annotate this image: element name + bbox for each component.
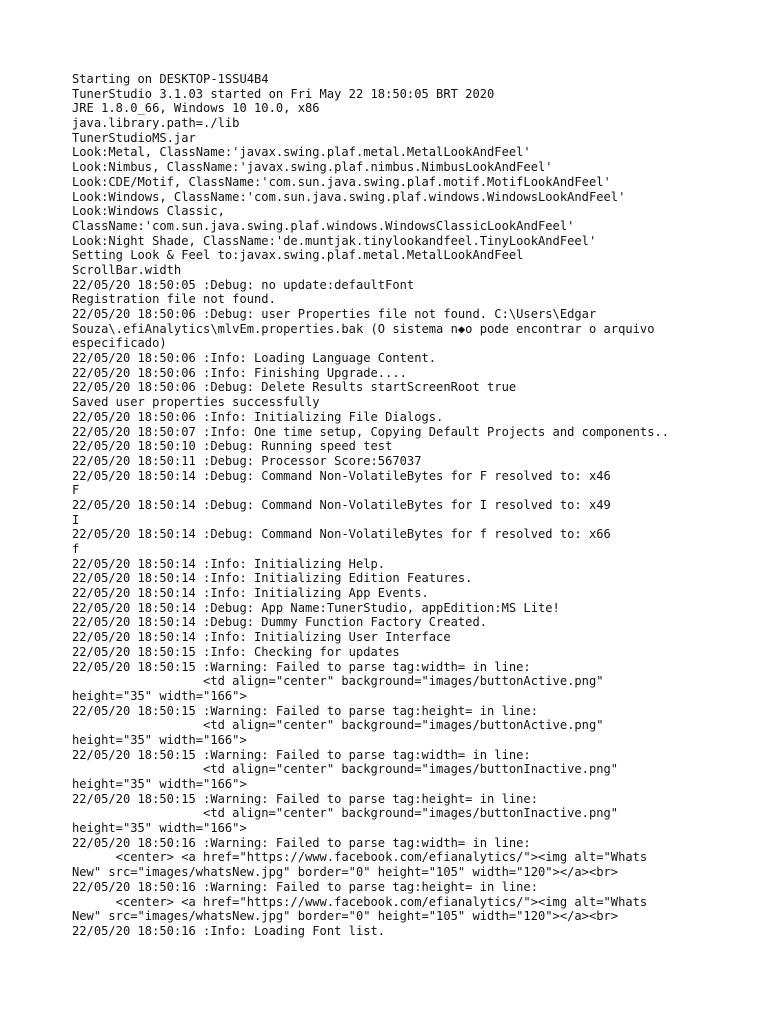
log-line: 22/05/20 18:50:06 :Debug: user Properties file not found. C:\Users\Edgar <box>72 307 597 321</box>
log-line: 22/05/20 18:50:14 :Info: Initializing Help. <box>72 556 386 571</box>
log-line: 22/05/20 18:50:11 :Debug: Processor Score:567037 <box>72 453 422 468</box>
log-line: especificado) <box>72 336 167 351</box>
log-line: height="35" width="166"> <box>72 821 247 836</box>
log-line: Starting on DESKTOP-1SSU4B4 <box>72 72 269 86</box>
log-line: I <box>72 512 80 527</box>
log-line: 22/05/20 18:50:14 :Info: Initializing App Events. <box>72 586 429 601</box>
log-line: New" src="images/whatsNew.jpg" border="0" height="105" width="120"></a><br> <box>72 909 619 924</box>
log-line: 22/05/20 18:50:06 :Info: Loading Language Content. <box>72 351 437 366</box>
log-line: 22/05/20 18:50:07 :Info: One time setup, Copying Default Projects and components.. <box>72 424 670 439</box>
log-line: 22/05/20 18:50:14 :Debug: App Name:TunerStudio, appEdition:MS Lite! <box>72 600 560 615</box>
log-line: java.library.path=./lib <box>72 116 240 131</box>
log-line: 22/05/20 18:50:05 :Debug: no update:defaultFont <box>72 277 415 292</box>
log-line: 22/05/20 18:50:15 :Warning: Failed to parse tag:height= in line: <box>72 703 538 718</box>
log-line: Look:Windows, ClassName:'com.sun.java.swing.plaf.windows.WindowsLookAndFeel' <box>72 189 626 204</box>
log-line: 22/05/20 18:50:14 :Info: Initializing User Interface <box>72 630 451 645</box>
log-line: F <box>72 483 80 498</box>
log-line: <td align="center" background="images/buttonInactive.png" <box>72 806 619 821</box>
log-line: 22/05/20 18:50:14 :Info: Initializing Edition Features. <box>72 571 473 586</box>
log-line: Setting Look & Feel to:javax.swing.plaf.metal.MetalLookAndFeel <box>72 248 524 263</box>
log-line: New" src="images/whatsNew.jpg" border="0" height="105" width="120"></a><br> <box>72 865 619 880</box>
log-line: Look:Windows Classic, <box>72 204 225 219</box>
log-line: TunerStudio 3.1.03 started on Fri May 22 18:50:05 BRT 2020 <box>72 86 495 101</box>
log-line: <td align="center" background="images/buttonInactive.png" <box>72 762 619 777</box>
log-line: 22/05/20 18:50:15 :Warning: Failed to parse tag:height= in line: <box>72 791 538 806</box>
log-line: 22/05/20 18:50:06 :Info: Finishing Upgrade.... <box>72 365 407 380</box>
log-line: 22/05/20 18:50:16 :Warning: Failed to parse tag:height= in line: <box>72 879 538 894</box>
log-line: Look:Metal, ClassName:'javax.swing.plaf.metal.MetalLookAndFeel' <box>72 145 531 160</box>
log-line: 22/05/20 18:50:15 :Warning: Failed to parse tag:width= in line: <box>72 659 531 674</box>
log-line: Look:CDE/Motif, ClassName:'com.sun.java.swing.plaf.motif.MotifLookAndFeel' <box>72 174 611 189</box>
log-line: 22/05/20 18:50:16 :Info: Loading Font list. <box>72 923 386 938</box>
log-line: 22/05/20 18:50:10 :Debug: Running speed test <box>72 439 393 454</box>
log-line: 22/05/20 18:50:15 :Info: Checking for updates <box>72 644 400 659</box>
log-line: 22/05/20 18:50:06 :Info: Initializing File Dialogs. <box>72 409 444 424</box>
log-line: f <box>72 542 80 556</box>
log-document <box>72 72 732 939</box>
log-line: 22/05/20 18:50:16 :Warning: Failed to parse tag:width= in line: <box>72 835 531 850</box>
log-line: Look:Night Shade, ClassName:'de.muntjak.tinylookandfeel.TinyLookAndFeel' <box>72 233 597 248</box>
log-line: Registration file not found. <box>72 292 276 307</box>
log-line: <td align="center" background="images/buttonActive.png" <box>72 718 604 733</box>
log-line: 22/05/20 18:50:14 :Debug: Command Non-VolatileBytes for I resolved to: x49 <box>72 497 611 512</box>
log-line: height="35" width="166"> <box>72 732 247 747</box>
log-line: Saved user properties successfully <box>72 395 320 410</box>
log-line: ClassName:'com.sun.java.swing.plaf.windows.WindowsClassicLookAndFeel' <box>72 218 575 233</box>
log-line: <center> <a href="https://www.facebook.com/efianalytics/"><img alt="Whats <box>72 850 648 865</box>
log-line: height="35" width="166"> <box>72 688 247 703</box>
log-line: 22/05/20 18:50:14 :Debug: Command Non-VolatileBytes for F resolved to: x46 <box>72 468 611 483</box>
log-line: TunerStudioMS.jar <box>72 130 196 145</box>
log-line: 22/05/20 18:50:06 :Debug: Delete Results startScreenRoot true <box>72 380 517 395</box>
log-line: height="35" width="166"> <box>72 777 247 791</box>
log-line: 22/05/20 18:50:15 :Warning: Failed to parse tag:width= in line: <box>72 747 531 762</box>
log-line: 22/05/20 18:50:14 :Debug: Command Non-VolatileBytes for f resolved to: x66 <box>72 527 611 542</box>
log-line: Souza\.efiAnalytics\mlvEm.properties.bak (O sistema n◆o pode encontrar o arquivo <box>72 321 655 336</box>
log-line: Look:Nimbus, ClassName:'javax.swing.plaf.nimbus.NimbusLookAndFeel' <box>72 160 553 175</box>
log-line: ScrollBar.width <box>72 262 182 277</box>
log-line: 22/05/20 18:50:14 :Debug: Dummy Function Factory Created. <box>72 615 488 630</box>
log-line: JRE 1.8.0_66, Windows 10 10.0, x86 <box>72 101 320 116</box>
log-line: <center> <a href="https://www.facebook.com/efianalytics/"><img alt="Whats <box>72 894 648 909</box>
log-line: <td align="center" background="images/buttonActive.png" <box>72 674 604 689</box>
